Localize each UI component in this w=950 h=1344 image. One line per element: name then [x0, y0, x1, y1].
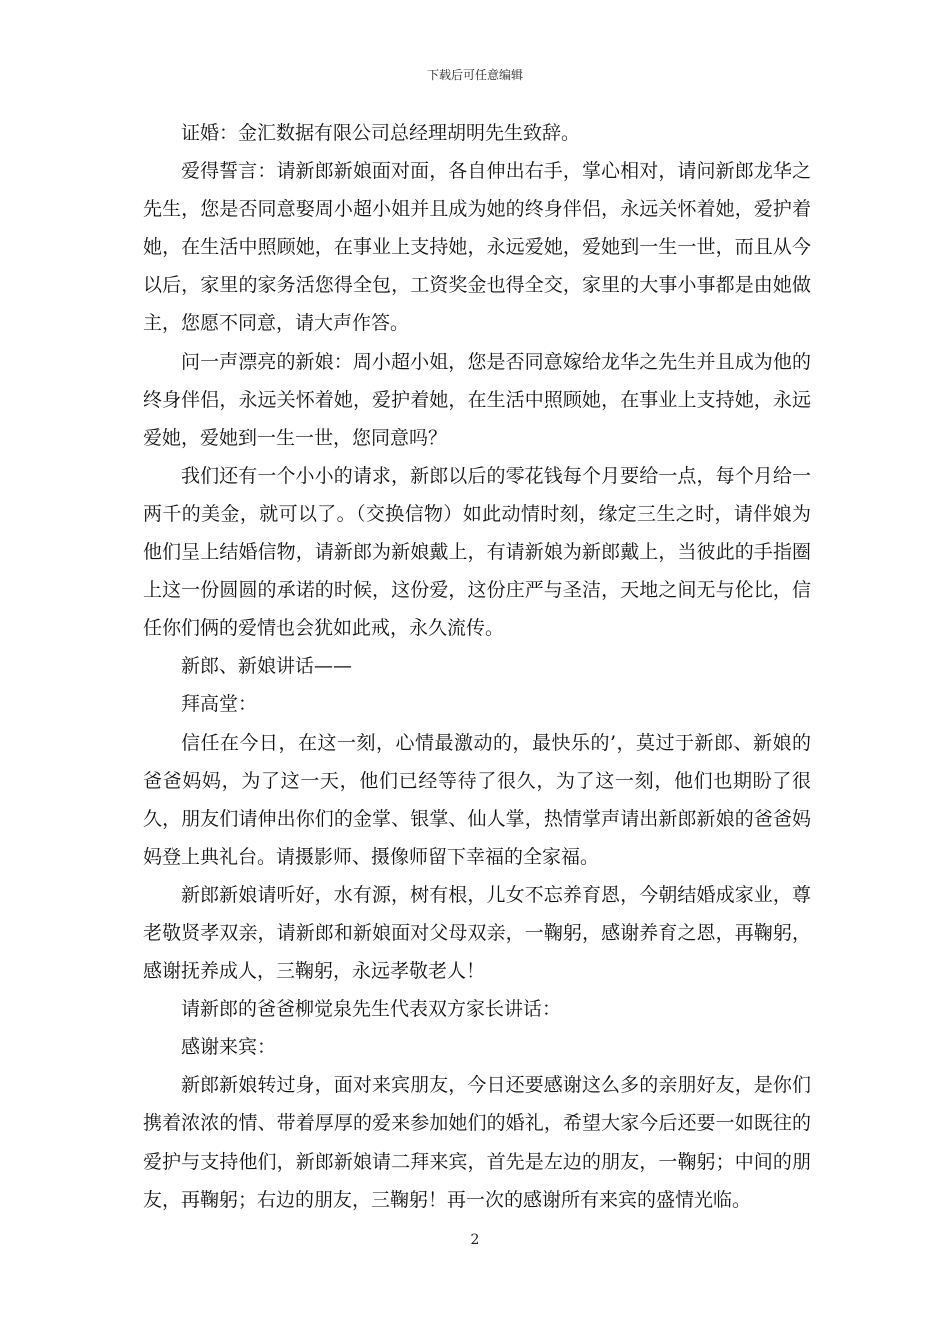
paragraph-testimony: 证婚：金汇数据有限公司总经理胡明先生致辞。	[181, 122, 581, 144]
paragraph-thank-guests: 新郎新娘转过身，面对来宾朋友，今日还要感谢这么多的亲朋好友，是你们携着浓浓的情、带着厚厚的爱来参加她们的婚礼，希望大家今后还要一如既往的爱护与支持他们，新郎新娘请二拜来宾，首先是左边的朋友，一鞠躬；中间的朋友，再鞠躬；右边的朋友，三鞠躬！再一次的感谢所有来宾的盛情光临。	[143, 1074, 811, 1211]
page-number: 2	[470, 1232, 480, 1248]
paragraph-bride-vow: 问一声漂亮的新娘：周小超小姐，您是否同意嫁给龙华之先生并且成为他的终身伴侣，永远关怀着她，爱护着她，在生活中照顾她，在事业上支持她，永远爱她，爱她到一生一世，您同意吗？	[143, 350, 811, 449]
paragraph-bow-parents: 新郎新娘请听好，水有源，树有根，儿女不忘养育恩，今朝结婚成家业，尊老敬贤孝双亲，请新郎和新娘面对父母双亲，一鞠躬，感谢养育之恩，再鞠躬，感谢抚养成人，三鞠躬，永远孝敬老人！	[143, 883, 811, 983]
paragraph-thank-guests-heading: 感谢来宾：	[181, 1036, 277, 1059]
paragraph-couple-speech: 新郎、新娘讲话——	[181, 655, 353, 678]
paragraph-groom-vow: 爱得誓言：请新郎新娘面对面，各自伸出右手，掌心相对，请问新郎龙华之先生，您是否同意娶周小超小姐并且成为她的终身伴侣，永远关怀着她，爱护着她，在生活中照顾她，在事业上支持她，永远爱她，爱她到一生一世，而且从今以后，家里的家务活您得全包，工资奖金也得全交，家里的大事小事都是由她做主，您愿不同意，请大声作答。	[143, 160, 811, 335]
paragraph-bow-parents-heading: 拜高堂：	[181, 693, 258, 716]
paragraph-ring-exchange: 我们还有一个小小的请求，新郎以后的零花钱每个月要给一点，每个月给一两千的美金，就可以了。（交换信物）如此动情时刻，缘定三生之时，请伴娘为他们呈上结婚信物，请新郎为新娘戴上，有请新娘为新郎戴上，当彼此的手指圈上这一份圆圆的承诺的时候，这份爱，这份庄严与圣洁，天地之间无与伦比，信任你们俩的爱情也会犹如此戒，永久流传。	[143, 464, 811, 640]
page-header: 下载后可任意编辑	[426, 68, 523, 82]
document-body	[143, 114, 811, 1219]
paragraph-parents-intro: 信任在今日，在这一刻，心情最激动的，最快乐的’，莫过于新郎、新娘的爸爸妈妈，为了这一天，他们已经等待了很久，为了这一刻，他们也期盼了很久，朋友们请伸出你们的金掌、银掌、仙人掌，热情掌声请出新郎新娘的爸爸妈妈登上典礼台。请摄影师、摄像师留下幸福的全家福。	[143, 731, 811, 868]
paragraph-parent-speech: 请新郎的爸爸柳觉泉先生代表双方家长讲话：	[181, 998, 562, 1021]
